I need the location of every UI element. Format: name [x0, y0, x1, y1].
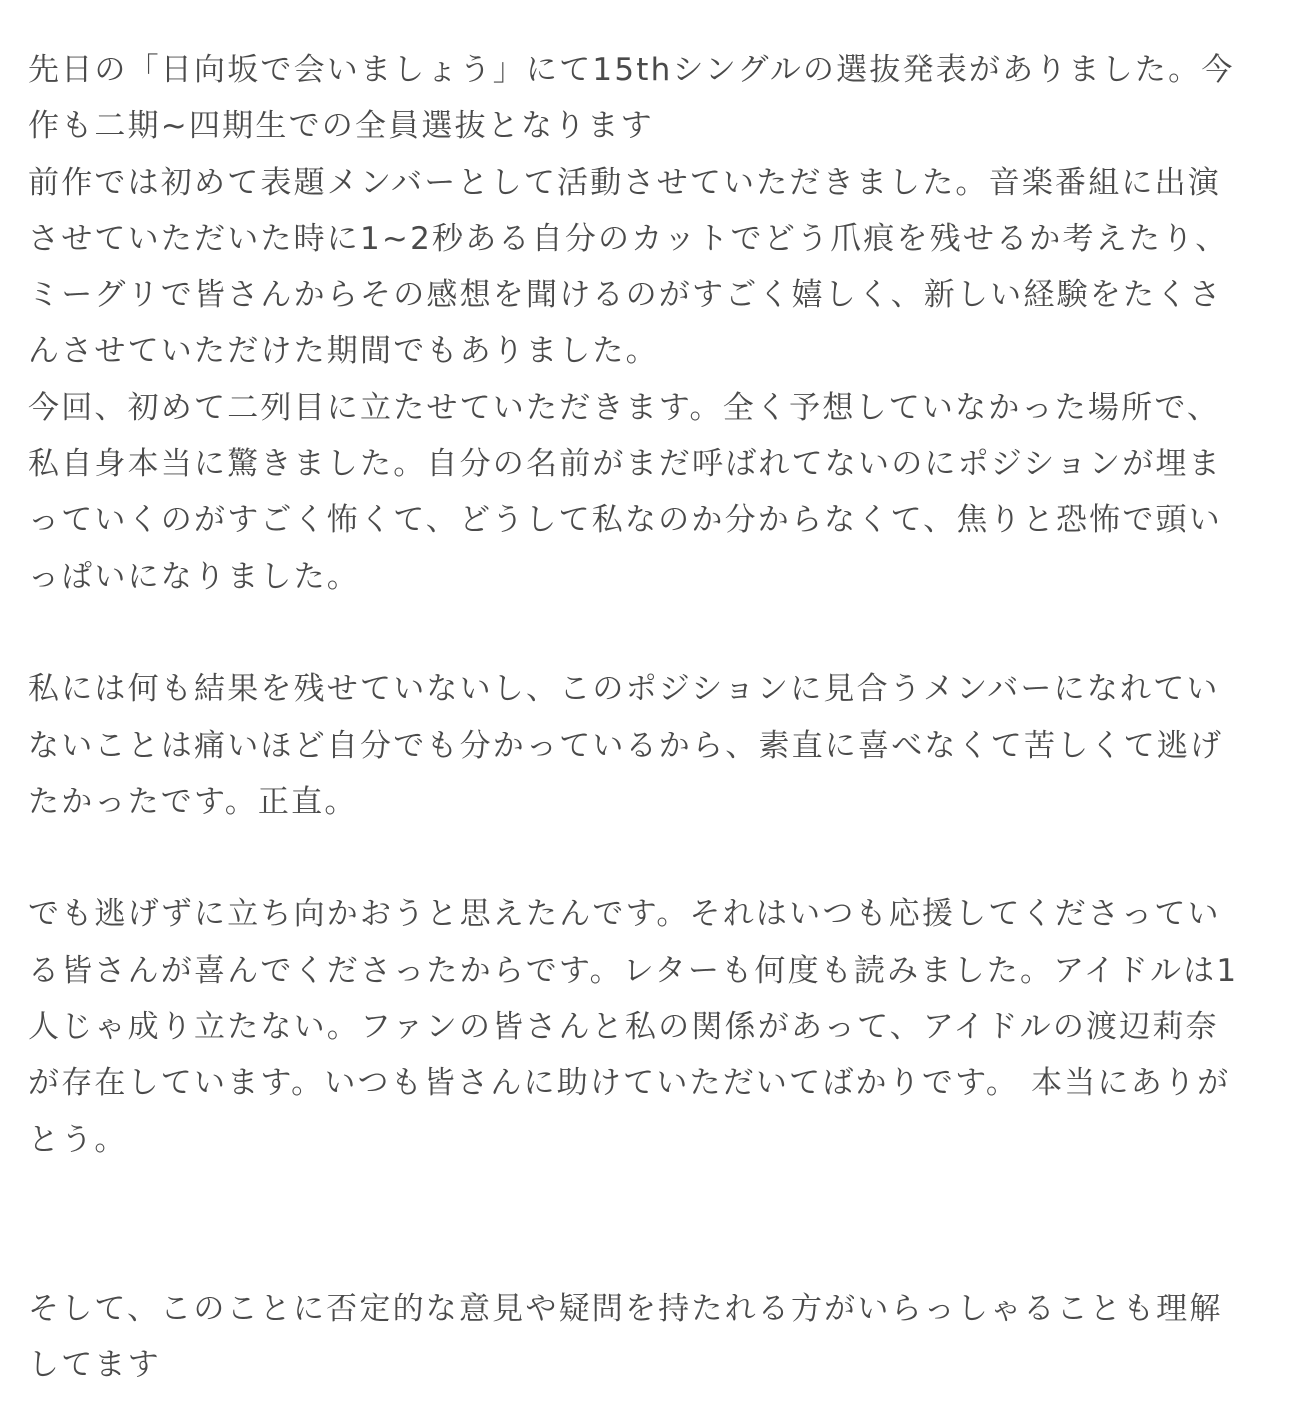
paragraph-gap — [28, 830, 1278, 886]
text-line: たかったです。正直。 — [28, 783, 358, 820]
text-line: でも逃げずに立ち向かおうと思えたんです。それはいつも応援してくださってい — [28, 896, 1221, 933]
text-line: 私には何も結果を残せていないし、このポジションに見合うメンバーになれてい — [28, 671, 1220, 708]
text-line: ないことは痛いほど自分でも分かっているから、素直に喜べなくて苦しくて逃げ — [28, 727, 1224, 764]
text-line: っぱいになりました。 — [28, 558, 360, 595]
paragraph-gap — [28, 1168, 1278, 1224]
text-line: そして、このことに否定的な意見や疑問を持たれる方がいらっしゃることも理解 — [28, 1290, 1223, 1327]
text-line: してます — [28, 1346, 161, 1383]
text-line: 人じゃ成り立たない。ファンの皆さんと私の関係があって、アイドルの渡辺莉奈 — [28, 1009, 1219, 1046]
text-line: とう。 — [28, 1121, 128, 1158]
text-line: 今回、初めて二列目に立たせていただきます。全く予想していなかった場所で、 — [28, 389, 1221, 426]
text-line: 先日の「日向坂で会いましょう」にて15thシングルの選抜発表がありました。今 — [28, 52, 1235, 88]
text-line: 作も二期~四期生での全員選抜となります — [28, 108, 654, 145]
text-line: んさせていただけた期間でもありました。 — [28, 333, 659, 370]
text-line: ミーグリで皆さんからその感想を聞けるのがすごく嬉しく、新しい経験をたくさ — [28, 277, 1223, 314]
text-line: 前作では初めて表題メンバーとして活動させていただきました。音楽番組に出演 — [28, 164, 1222, 201]
text-line: 私自身本当に驚きました。自分の名前がまだ呼ばれてないのにポジションが埋ま — [28, 446, 1222, 483]
text-line: が存在しています。いつも皆さんに助けていただいてばかりです。 本当にありが — [28, 1065, 1231, 1102]
paragraph-gap — [28, 1224, 1278, 1280]
paragraph-gap — [28, 605, 1278, 661]
text-line: る皆さんが喜んでくださったからです。レターも何度も読みました。アイドルは1 — [28, 952, 1239, 989]
text-line: っていくのがすごく怖くて、どうして私なのか分からなくて、焦りと恐怖で頭い — [28, 502, 1222, 539]
text-line: させていただいた時に1~2秒ある自分のカットでどう爪痕を残せるか考えたり、 — [28, 220, 1229, 257]
blog-post-body — [28, 42, 1278, 1393]
